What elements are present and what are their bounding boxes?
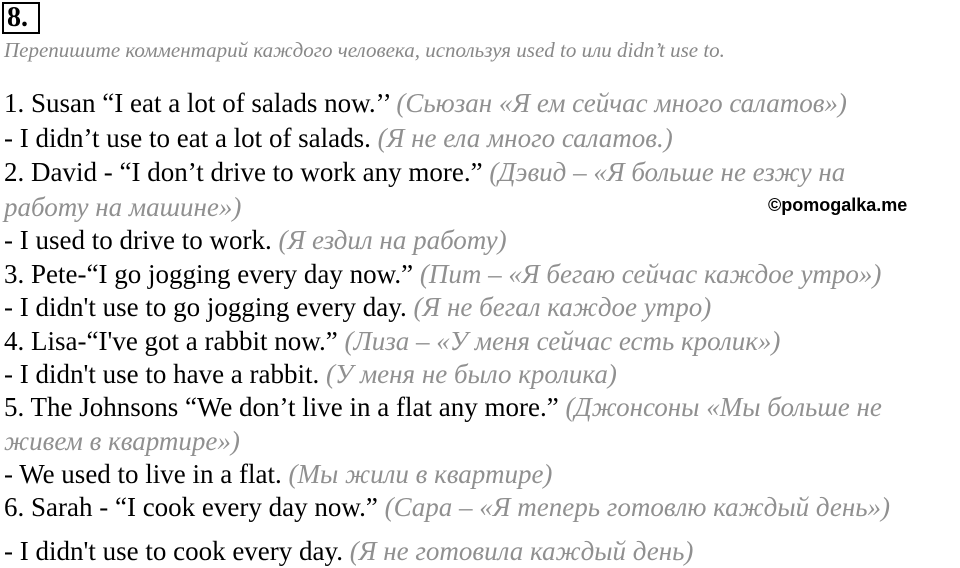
english-text: 4. Lisa-“I've got a rabbit now.” (4, 326, 345, 356)
russian-translation: (Я ездил на работу) (278, 225, 507, 255)
exercise-line-13 (4, 492, 890, 522)
exercise-line-5 (4, 225, 507, 255)
exercise-line-6 (4, 259, 881, 289)
russian-translation: (Я не бегал каждое утро) (413, 292, 712, 322)
site-watermark: ©pomogalka.me (768, 195, 908, 215)
exercise-line-11 (4, 426, 240, 456)
russian-translation: (У меня не было кролика) (326, 359, 617, 389)
english-text: - I didn’t use to eat a lot of salads. (4, 123, 378, 153)
russian-translation: (Мы жили в квартире) (288, 459, 553, 489)
english-text: 6. Sarah - “I cook every day now.” (4, 492, 385, 522)
english-text: 1. Susan “I eat a lot of salads now.’’ (4, 88, 397, 118)
english-text: - I didn't use to cook every day. (4, 536, 350, 566)
exercise-line-1 (4, 88, 847, 118)
task-number-box: 8. (2, 2, 40, 34)
english-text: 3. Pete-“I go jogging every day now.” (4, 259, 420, 289)
exercise-line-4 (4, 192, 241, 222)
russian-translation: работу на машине») (4, 192, 242, 222)
exercise-line-10 (4, 392, 882, 422)
russian-translation: (Я не готовила каждый день) (349, 536, 694, 566)
russian-translation: (Джонсоны «Мы больше не (565, 392, 882, 422)
russian-translation: (Дэвид – «Я больше не езжу на (489, 157, 846, 187)
exercise-line-8 (4, 326, 780, 356)
exercise-line-2 (4, 123, 673, 153)
exercise-line-12 (4, 459, 552, 489)
exercise-line-14 (4, 536, 693, 566)
task-instruction: Перепишите комментарий каждого человека, используя used to или didn’t use to. (4, 38, 725, 62)
english-text: - I didn't use to have a rabbit. (4, 359, 327, 389)
exercise-line-3 (4, 157, 845, 187)
russian-translation: (Сара – «Я теперь готовлю каждый день») (384, 492, 891, 522)
russian-translation: (Лиза – «У меня сейчас есть кролик») (344, 326, 781, 356)
russian-translation: (Я не ела много салатов.) (377, 123, 673, 153)
exercise-line-9 (4, 359, 617, 389)
russian-translation: (Сьюзан «Я ем сейчас много салатов») (396, 88, 847, 118)
exercise-line-7 (4, 292, 711, 322)
english-text: 5. The Johnsons “We don’t live in a flat any more.” (4, 392, 566, 422)
english-text: - I didn't use to go jogging every day. (4, 292, 414, 322)
russian-translation: живем в квартире») (4, 426, 240, 456)
english-text: 2. David - “I don’t drive to work any more.” (4, 157, 490, 187)
russian-translation: (Пит – «Я бегаю сейчас каждое утро») (419, 259, 882, 289)
english-text: - We used to live in a flat. (4, 459, 289, 489)
english-text: - I used to drive to work. (4, 225, 279, 255)
